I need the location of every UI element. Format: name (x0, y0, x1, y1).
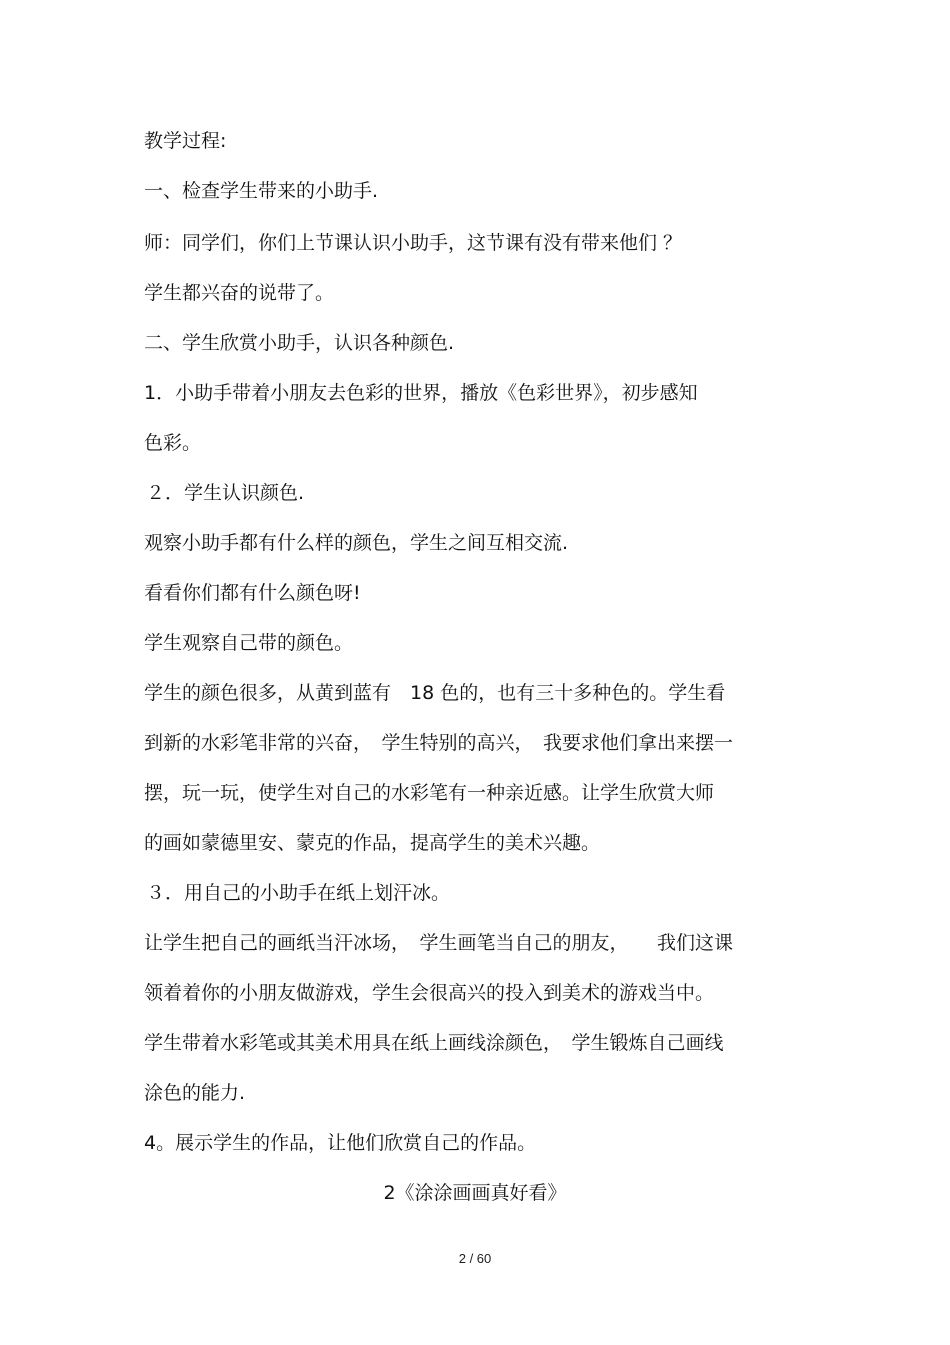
paragraph-line: 色彩。 (144, 432, 202, 454)
paragraph-line: 学生观察自己带的颜色。 (144, 632, 354, 654)
paragraph-line: 到新的水彩笔非常的兴奋， 学生特别的高兴， 我要求他们拿出来摆一 (144, 732, 734, 754)
paragraph-line: 观察小助手都有什么样的颜色，学生之间互相交流. (144, 532, 569, 554)
page-number: 2 / 60 (458, 1251, 492, 1266)
paragraph-line: 学生都兴奋的说带了。 (144, 282, 335, 304)
step-two-heading: 二、学生欣赏小助手，认识各种颜色. (144, 332, 455, 354)
paragraph-line: 1．小助手带着小朋友去色彩的世界，播放《色彩世界》，初步感知 (144, 382, 698, 404)
paragraph-line: 摆，玩一玩，使学生对自己的水彩笔有一种亲近感。让学生欣赏大师 (144, 782, 715, 804)
paragraph-line: 涂色的能力. (144, 1082, 246, 1104)
paragraph-line: 师：同学们，你们上节课认识小助手，这节课有没有带来他们 ？ (144, 232, 683, 254)
paragraph-line: 学生带着水彩笔或其美术用具在纸上画线涂颜色， 学生锻炼自己画线 (144, 1032, 724, 1054)
next-lesson-title: 2《涂涂画画真好看》 (383, 1182, 567, 1204)
sub-step-heading: ３．用自己的小助手在纸上划汗冰。 (146, 882, 451, 904)
paragraph-line: 学生的颜色很多，从黄到蓝有 18 色的，也有三十多种色的。学生看 (144, 682, 726, 704)
paragraph-line: 让学生把自己的画纸当汗冰场， 学生画笔当自己的朋友， 我们这课 (144, 932, 734, 954)
step-one-heading: 一、检查学生带来的小助手. (144, 180, 379, 202)
section-heading-teaching-process: 教学过程: (144, 130, 227, 152)
paragraph-line: 领着着你的小朋友做游戏，学生会很高兴的投入到美术的游戏当中。 (144, 982, 715, 1004)
paragraph-line: 看看你们都有什么颜色呀! (144, 582, 361, 604)
sub-step-heading: ２．学生认识颜色. (146, 482, 305, 504)
paragraph-line: 4。展示学生的作品，让他们欣赏自己的作品。 (144, 1132, 537, 1154)
paragraph-line: 的画如蒙德里安、蒙克的作品，提高学生的美术兴趣。 (144, 832, 601, 854)
